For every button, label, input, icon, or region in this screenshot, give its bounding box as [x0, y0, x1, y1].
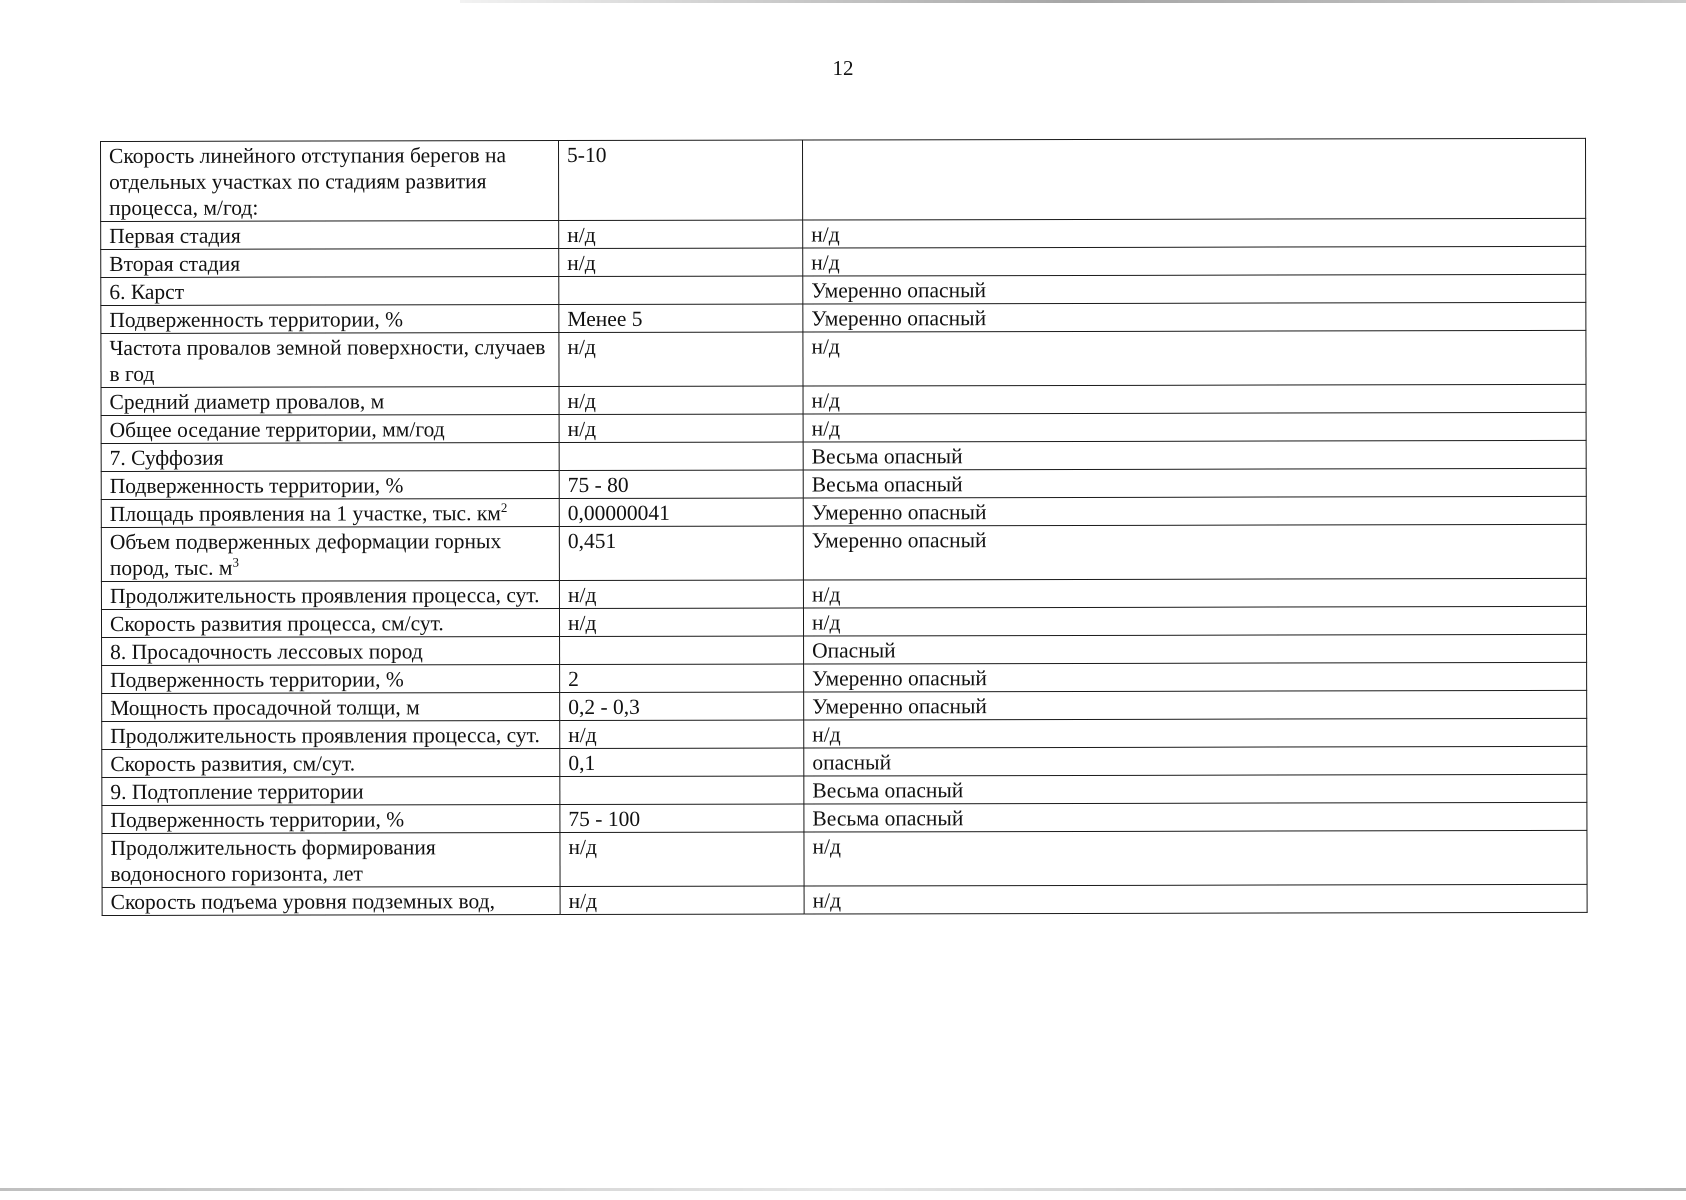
parameter-cell [101, 499, 559, 528]
table-row [101, 274, 1586, 305]
value-cell: н/д [559, 332, 803, 387]
hazard-category-cell: н/д [803, 412, 1586, 442]
table-row [101, 578, 1586, 609]
parameter-text: Площадь проявления на 1 участке, тыс. км [109, 501, 501, 526]
table-row [102, 774, 1587, 805]
value-cell [560, 776, 804, 805]
parameter-cell [101, 527, 559, 582]
hazard-category-cell: Умеренно опасный [803, 496, 1586, 526]
hazard-category-cell: Умеренно опасный [804, 662, 1587, 692]
hazard-category-cell: н/д [804, 830, 1587, 886]
parameter-text: Объем подверженных деформации горных пород, тыс. м [109, 529, 502, 580]
value-cell: н/д [559, 386, 803, 415]
parameter-cell [101, 415, 559, 444]
table-row [101, 384, 1586, 415]
table-row [101, 412, 1586, 443]
parameter-cell [101, 141, 559, 222]
hazard-category-cell: Умеренно опасный [804, 690, 1587, 720]
parameter-text: Скорость развития процесса, см/сут. [109, 611, 444, 636]
table-row [101, 606, 1586, 637]
parameter-text: 8. Просадочность лессовых пород [110, 639, 423, 664]
parameter-text: Продолжительность проявления процесса, сут. [110, 723, 540, 748]
hazard-category-cell: н/д [803, 384, 1586, 414]
table-row [102, 634, 1587, 665]
parameter-cell [101, 471, 559, 500]
hazard-category-cell: опасный [804, 746, 1587, 776]
table-row [101, 524, 1586, 581]
parameter-cell [101, 249, 559, 278]
parameter-text: Подверженность территории, % [110, 807, 405, 832]
scan-edge-bottom [0, 1188, 1686, 1191]
parameter-text: Частота провалов земной поверхности, случаев в год [109, 335, 546, 386]
table-row [101, 440, 1586, 471]
hazard-parameters-table [100, 138, 1588, 916]
parameter-cell [101, 581, 559, 610]
value-cell: н/д [559, 580, 803, 609]
parameter-cell [101, 387, 559, 416]
scan-edge-top [460, 0, 1686, 3]
parameter-cell [101, 333, 559, 388]
value-cell: 0,2 - 0,3 [560, 692, 804, 721]
value-cell: н/д [560, 886, 804, 915]
value-cell: н/д [559, 220, 803, 249]
parameter-cell [102, 637, 560, 666]
parameter-cell [101, 305, 559, 334]
hazard-category-cell: н/д [803, 330, 1586, 386]
value-cell: н/д [560, 720, 804, 749]
table-row [101, 302, 1586, 333]
table-row [101, 138, 1586, 221]
parameter-cell [101, 221, 559, 250]
hazard-category-cell: н/д [803, 246, 1586, 276]
parameter-text: Подверженность территории, % [109, 473, 404, 498]
page-number: 12 [832, 56, 854, 80]
hazard-category-cell: н/д [803, 578, 1586, 608]
parameter-text: Скорость линейного отступания берегов на отдельных участках по стадиям развития процесса, м/год: [109, 143, 507, 220]
parameter-cell [102, 777, 560, 806]
value-cell: 0,00000041 [559, 498, 803, 527]
parameter-cell [102, 805, 560, 834]
table-row [101, 330, 1586, 387]
value-cell: 75 - 100 [560, 804, 804, 833]
parameter-text: Скорость развития, см/сут. [110, 751, 356, 776]
table-row [101, 246, 1586, 277]
table-row [102, 884, 1587, 915]
hazard-category-cell: Умеренно опасный [803, 524, 1586, 580]
table-row [102, 746, 1587, 777]
hazard-category-cell: Весьма опасный [804, 774, 1587, 804]
hazard-category-cell: Весьма опасный [803, 468, 1586, 498]
hazard-category-cell: н/д [803, 218, 1586, 248]
parameter-text: Подверженность территории, % [110, 667, 404, 692]
hazard-category-cell: н/д [803, 606, 1586, 636]
value-cell: н/д [559, 608, 803, 637]
hazard-category-cell: Умеренно опасный [803, 302, 1586, 332]
hazard-category-cell: н/д [804, 718, 1587, 748]
parameter-text: Общее оседание территории, мм/год [109, 417, 445, 442]
value-cell [559, 442, 803, 471]
value-cell: н/д [559, 414, 803, 443]
parameter-text: 7. Суффозия [109, 445, 224, 470]
hazard-category-cell: Опасный [804, 634, 1587, 664]
table-row [102, 802, 1587, 833]
table-row [102, 718, 1587, 749]
parameter-text: Скорость подъема уровня подземных вод, [110, 889, 496, 914]
hazard-category-cell: Весьма опасный [804, 802, 1587, 832]
value-cell: 2 [560, 664, 804, 693]
value-cell: 75 - 80 [559, 470, 803, 499]
value-cell: 5-10 [559, 140, 803, 221]
value-cell: н/д [559, 248, 803, 277]
parameter-cell [101, 443, 559, 472]
table-row [102, 662, 1587, 693]
parameter-text: Мощность просадочной толщи, м [110, 695, 420, 720]
value-cell: 0,1 [560, 748, 804, 777]
hazard-category-cell: н/д [804, 884, 1587, 914]
parameter-cell [102, 693, 560, 722]
table-row [102, 690, 1587, 721]
parameter-text: Первая стадия [109, 223, 241, 248]
parameter-text: Продолжительность формирования водоносного горизонта, лет [110, 835, 436, 886]
value-cell: н/д [560, 832, 804, 887]
value-cell [560, 636, 804, 665]
hazard-category-cell: Умеренно опасный [803, 274, 1586, 304]
unit-superscript: 2 [500, 499, 508, 516]
parameter-cell [101, 277, 559, 306]
table-row [101, 496, 1586, 527]
parameter-text: 9. Подтопление территории [110, 779, 364, 804]
parameter-cell [102, 749, 560, 778]
value-cell [559, 276, 803, 305]
value-cell: Менее 5 [559, 304, 803, 333]
parameter-text: Продолжительность проявления процесса, сут. [109, 583, 540, 608]
table-row [101, 468, 1586, 499]
unit-superscript: 3 [232, 554, 239, 570]
parameter-cell [102, 721, 560, 750]
table-row [101, 218, 1586, 249]
parameter-cell [102, 887, 560, 916]
parameter-text: Вторая стадия [109, 251, 241, 276]
table-row [102, 830, 1587, 887]
hazard-category-cell [802, 138, 1585, 220]
parameter-cell [101, 609, 559, 638]
parameter-text: Подверженность территории, % [109, 307, 404, 332]
value-cell: 0,451 [559, 526, 803, 581]
parameter-cell [102, 665, 560, 694]
parameter-text: 6. Карст [109, 279, 185, 304]
hazard-category-cell: Весьма опасный [803, 440, 1586, 470]
parameter-cell [102, 833, 560, 888]
table-body [101, 138, 1588, 915]
parameter-text: Средний диаметр провалов, м [109, 389, 385, 414]
